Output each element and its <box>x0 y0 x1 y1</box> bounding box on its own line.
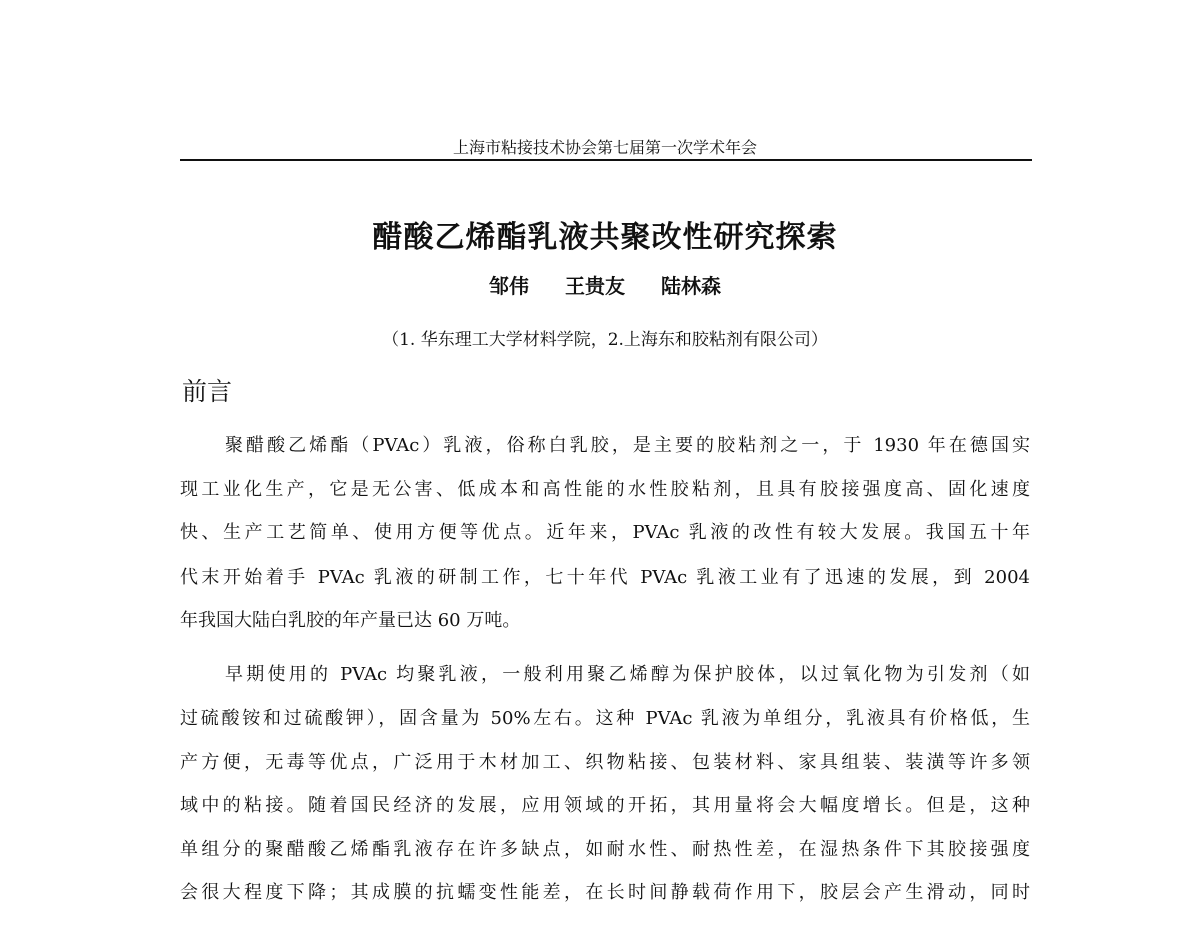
author-list <box>180 270 1030 299</box>
running-header: 上海市粘接技术协会第七届第一次学术年会 <box>452 138 757 157</box>
author: 邹伟 <box>489 274 529 298</box>
affiliation: （1. 华东理工大学材料学院，2.上海东和胶粘剂有限公司） <box>382 330 828 350</box>
text-line: 现工业化生产，它是无公害、低成本和高性能的水性胶粘剂，且具有胶接强度高、固化速度 <box>180 479 1030 500</box>
author: 陆林森 <box>661 274 721 298</box>
paper-title: 醋酸乙烯酯乳液共聚改性研究探索 <box>372 220 838 255</box>
text-line: 代末开始着手 PVAc 乳液的研制工作，七十年代 PVAc 乳液工业有了迅速的发展，到 2004 <box>180 567 1030 588</box>
text-line: 单组分的聚醋酸乙烯酯乳液存在许多缺点，如耐水性、耐热性差，在湿热条件下其胶接强度 <box>180 839 1030 860</box>
author: 王贵友 <box>565 274 625 298</box>
text-line: 年我国大陆白乳胶的年产量已达 60 万吨。 <box>180 610 521 631</box>
text-line: 域中的粘接。随着国民经济的发展，应用领域的开拓，其用量将会大幅度增长。但是，这种 <box>180 795 1030 816</box>
text-line: 会很大程度下降；其成膜的抗蠕变性能差，在长时间静载荷作用下，胶层会产生滑动，同时 <box>180 882 1030 903</box>
header-rule <box>180 159 1032 161</box>
text-line: 产方便，无毒等优点，广泛用于木材加工、织物粘接、包装材料、家具组装、装潢等许多领 <box>180 752 1030 773</box>
section-heading: 前言 <box>182 377 233 406</box>
text-line: 过硫酸铵和过硫酸钾），固含量为 50%左右。这种 PVAc 乳液为单组分，乳液具有价格低，生 <box>180 708 1030 729</box>
text-line: 聚醋酸乙烯酯（PVAc）乳液，俗称白乳胶，是主要的胶粘剂之一，于 1930 年在德国实 <box>225 435 1030 456</box>
text-line: 早期使用的 PVAc 均聚乳液，一般利用聚乙烯醇为保护胶体，以过氧化物为引发剂（如 <box>225 664 1030 685</box>
text-line: 快、生产工艺简单、使用方便等优点。近年来，PVAc 乳液的改性有较大发展。我国五十年 <box>180 522 1030 543</box>
